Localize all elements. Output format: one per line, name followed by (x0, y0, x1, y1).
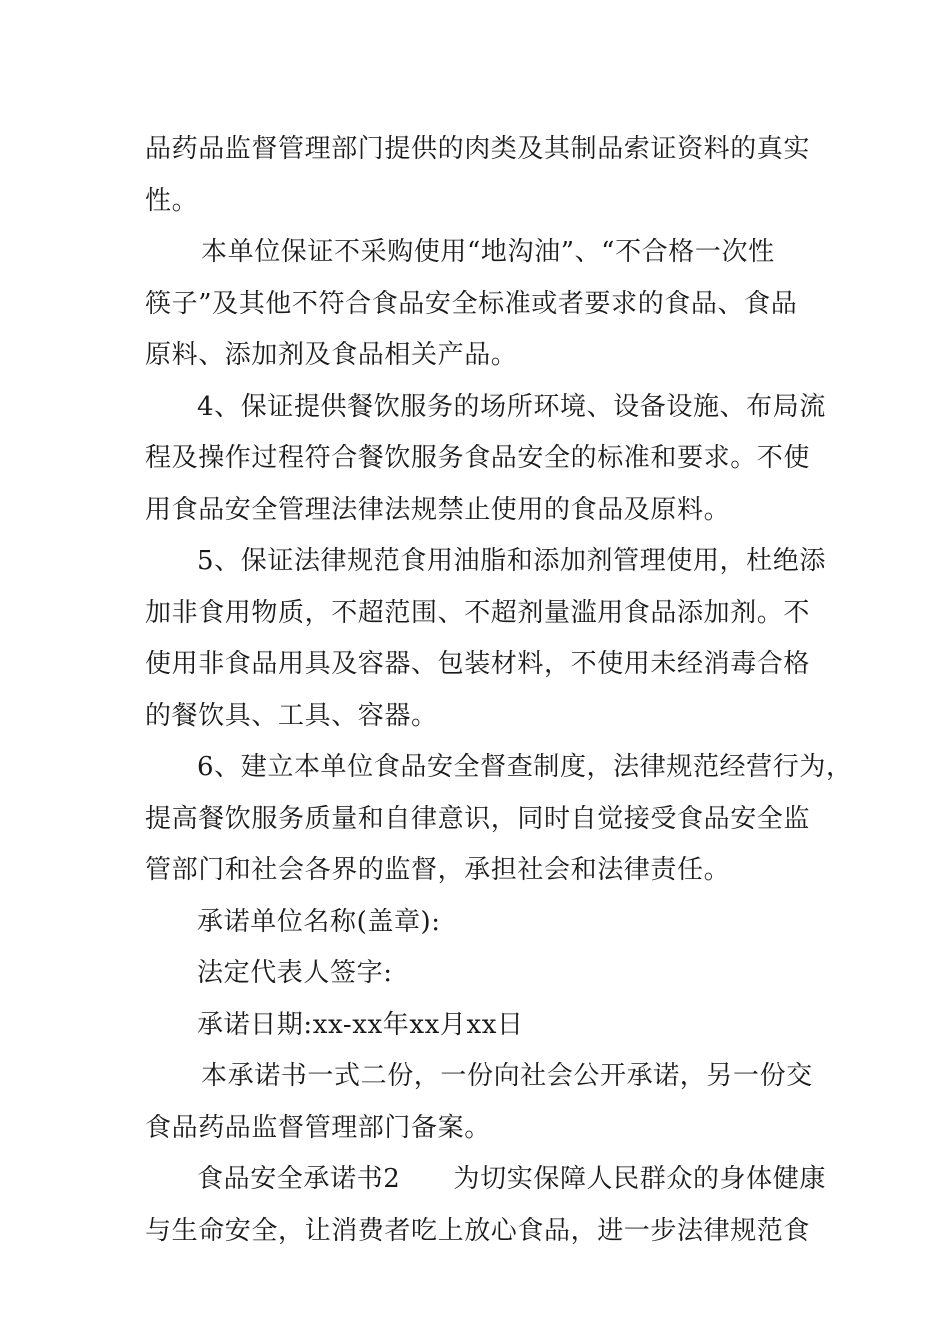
text-line: 筷子”及其他不符合食品安全标准或者要求的食品、食品 (145, 288, 798, 319)
text-line: 食品药品监督管理部门备案。 (145, 1112, 491, 1143)
text-line: 品药品监督管理部门提供的肉类及其制品索证资料的真实 (145, 134, 811, 164)
paragraph-start: 6、建立本单位食品安全督查制度，法律规范经营行为， (197, 752, 853, 782)
text-line: 提高餐饮服务质量和自律意识，同时自觉接受食品安全监 (145, 803, 811, 834)
text-line: 原料、添加剂及食品相关产品。 (145, 340, 518, 370)
signature-unit-name: 承诺单位名称(盖章): (197, 906, 441, 937)
document-body (145, 124, 853, 1257)
paragraph-start: 4、保证提供餐饮服务的场所环境、设备设施、布局流 (197, 391, 826, 422)
text-line: 使用非食品用具及容器、包装材料，不使用未经消毒合格 (145, 649, 811, 679)
signature-date: 承诺日期:xx-xx年xx月xx日 (197, 1009, 524, 1040)
text-line: 性。 (145, 185, 199, 216)
paragraph-start: 本承诺书一式二份，一份向社会公开承诺，另一份交 (201, 1061, 813, 1091)
text-line: 的餐饮具、工具、容器。 (145, 700, 438, 731)
text-line: 管部门和社会各界的监督，承担社会和法律责任。 (145, 855, 731, 885)
text-line: 加非食用物质，不超范围、不超剂量滥用食品添加剂。不 (145, 597, 811, 628)
paragraph-start: 5、保证法律规范食用油脂和添加剂管理使用，杜绝添 (197, 546, 826, 576)
text-line: 程及操作过程符合餐饮服务食品安全的标准和要求。不使 (145, 443, 811, 473)
signature-representative: 法定代表人签字: (197, 958, 393, 988)
section-heading-line: 食品安全承诺书2 为切实保障人民群众的身体健康 (197, 1164, 826, 1194)
text-line: 用食品安全管理法律法规禁止使用的食品及原料。 (145, 494, 731, 525)
paragraph-start: 本单位保证不采购使用“地沟油”、“不合格一次性 (201, 237, 775, 267)
text-line: 与生命安全，让消费者吃上放心食品，进一步法律规范食 (145, 1215, 811, 1246)
